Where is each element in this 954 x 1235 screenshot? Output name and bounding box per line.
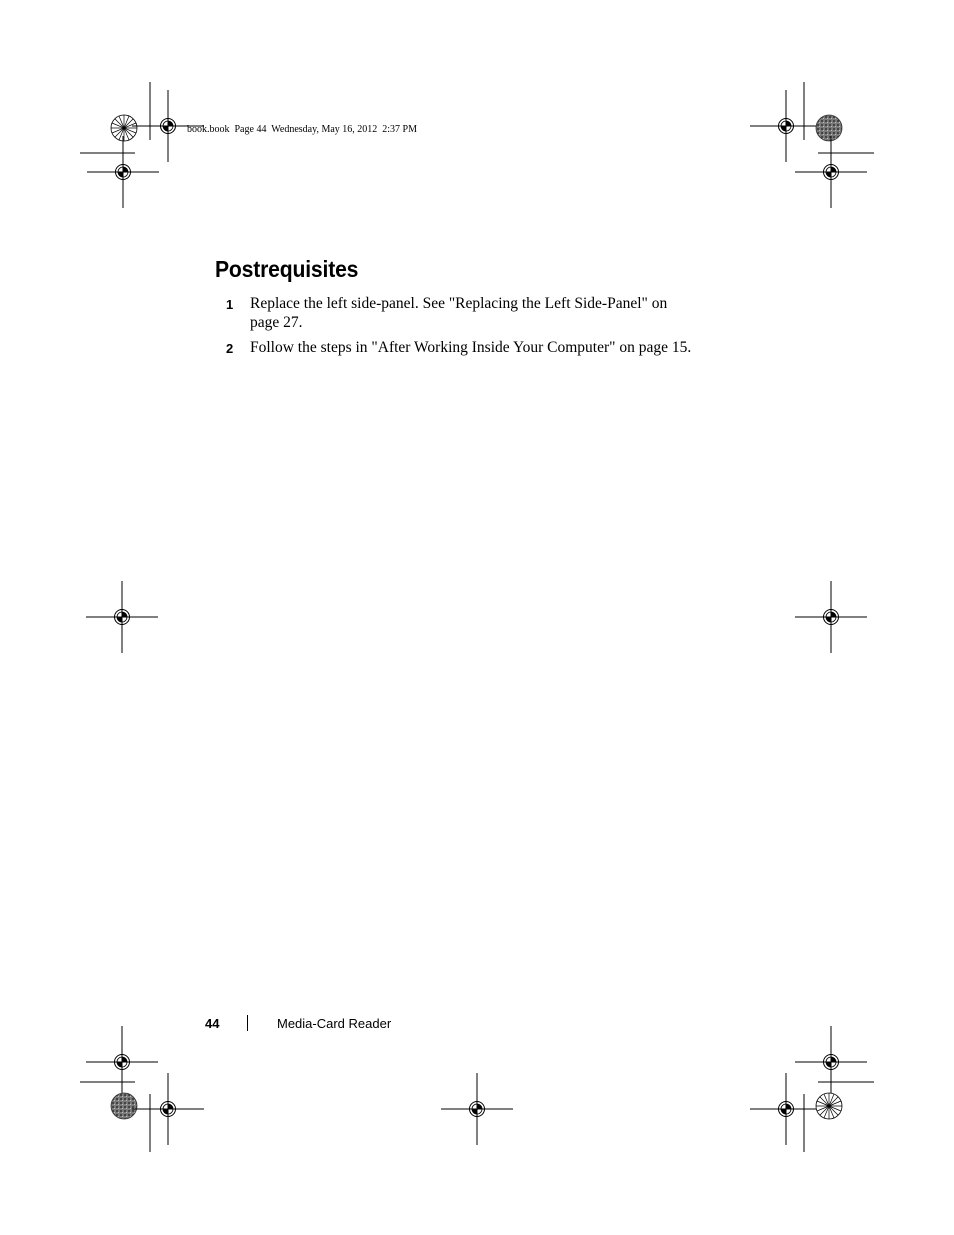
footer-divider [247,1015,248,1031]
registration-target-mark [86,1026,158,1098]
registration-target-mark [132,1073,204,1145]
registration-target-mark [441,1073,513,1145]
registration-star-mark [816,1093,842,1119]
step-text: Follow the steps in "After Working Inside Your Computer" on page 15. [250,339,692,356]
registration-star-mark [111,115,137,141]
slug-line: book.book Page 44 Wednesday, May 16, 2012 2:37 PM [187,124,418,135]
page-title: Postrequisites [215,256,359,282]
registration-gray-mark [816,115,842,141]
footer-section-title: Media-Card Reader [277,1016,392,1031]
registration-target-mark [86,581,158,653]
registration-target-mark [750,1073,822,1145]
step-text: Replace the left side-panel. See "Replacing the Left Side-Panel" on page 27. [250,295,668,331]
registration-target-mark [87,136,159,208]
registration-target-mark [795,1026,867,1098]
step-number: 2 [226,341,234,356]
registration-target-mark [795,136,867,208]
step-number: 1 [226,297,234,312]
footer-page-number: 44 [205,1016,220,1031]
registration-gray-mark [111,1093,137,1119]
registration-target-mark [750,90,822,162]
registration-target-mark [795,581,867,653]
